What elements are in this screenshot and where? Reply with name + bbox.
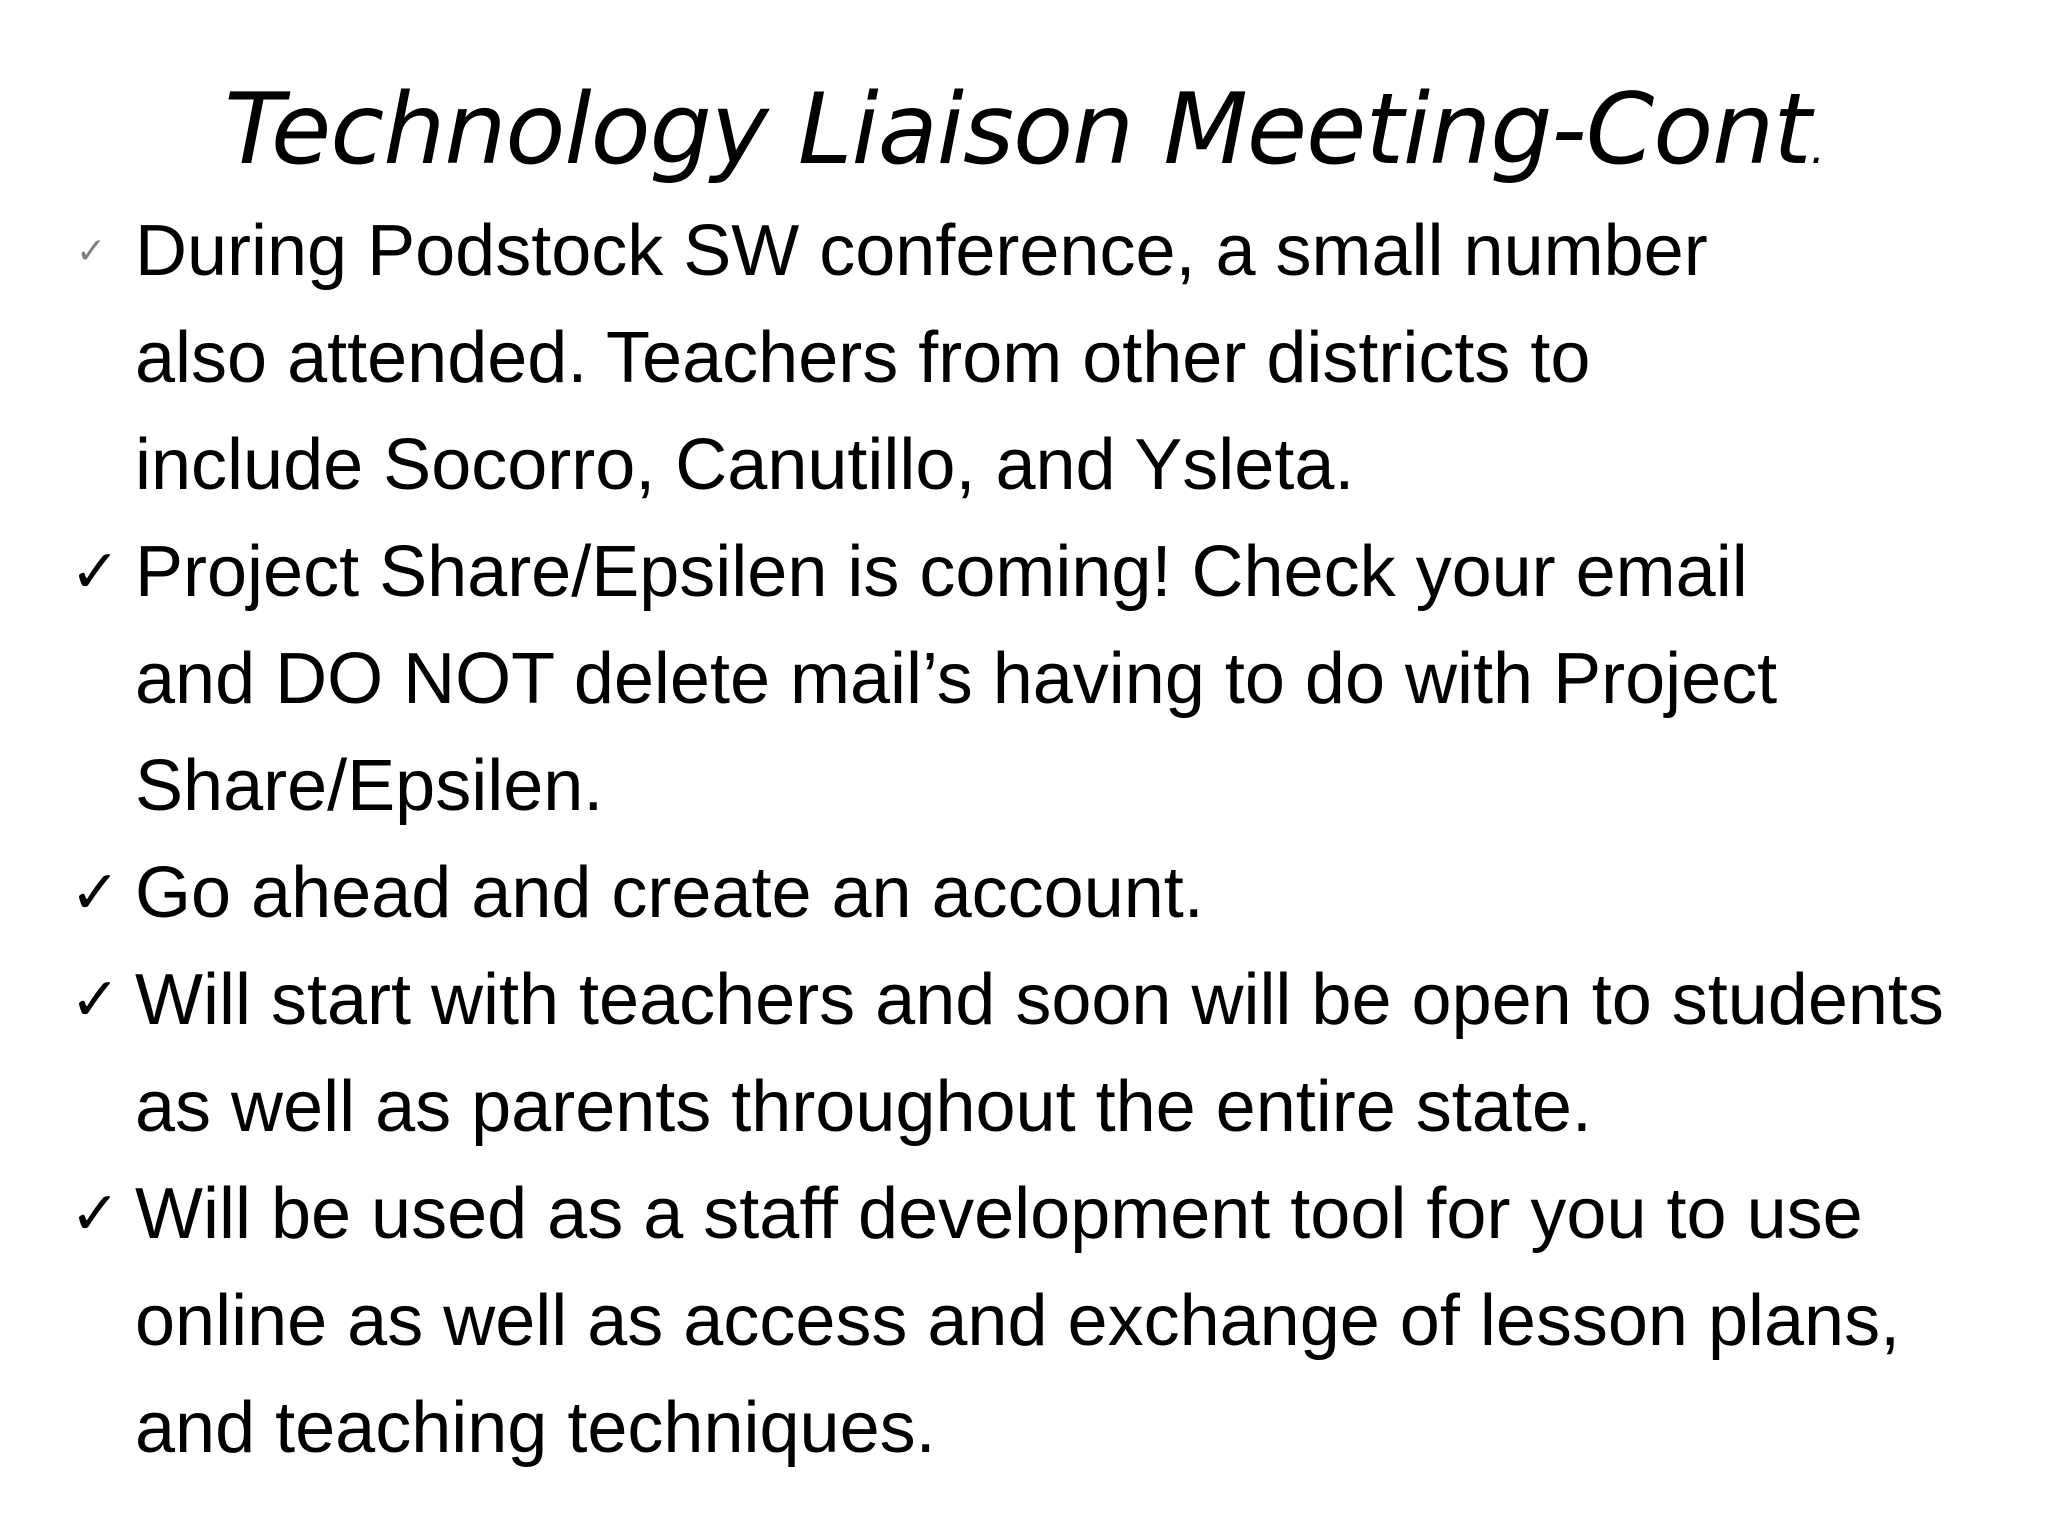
bullet-item xyxy=(70,1161,2030,1482)
slide-title-text: Technology Liaison Meeting-Cont xyxy=(224,73,1811,187)
bullet-line: Will start with teachers and soon will be open to students xyxy=(135,960,1944,1040)
slide-title-period: . xyxy=(1810,123,1824,174)
bullet-item xyxy=(70,198,2030,519)
bullet-line: Will be used as a staff development tool for you to use xyxy=(135,1174,1863,1254)
bullet-list xyxy=(70,198,2030,1482)
bullet-line: Project Share/Epsilen is coming! Check your email xyxy=(135,532,1748,612)
bullet-line: and DO NOT delete mail’s having to do with Project xyxy=(135,639,1778,719)
check-icon: ✓ xyxy=(76,231,107,272)
bullet-line: Share/Epsilen. xyxy=(135,746,604,826)
bullet-line: as well as parents throughout the entire state. xyxy=(135,1067,1592,1147)
bullet-line: During Podstock SW conference, a small number xyxy=(135,211,1708,291)
bullet-line: include Socorro, Canutillo, and Ysleta. xyxy=(135,425,1355,505)
bullet-item xyxy=(70,947,2030,1161)
check-icon: ✓ xyxy=(70,537,121,607)
check-icon: ✓ xyxy=(70,858,121,928)
slide-title xyxy=(0,70,2048,209)
bullet-line: Go ahead and create an account. xyxy=(135,853,1204,933)
check-icon: ✓ xyxy=(70,1179,121,1249)
bullet-line: online as well as access and exchange of lesson plans, xyxy=(135,1281,1901,1361)
bullet-line: also attended. Teachers from other districts to xyxy=(135,318,1591,398)
bullet-item xyxy=(70,519,2030,840)
bullet-line: and teaching techniques. xyxy=(135,1388,936,1468)
check-icon: ✓ xyxy=(70,965,121,1035)
bullet-item xyxy=(70,840,2030,947)
